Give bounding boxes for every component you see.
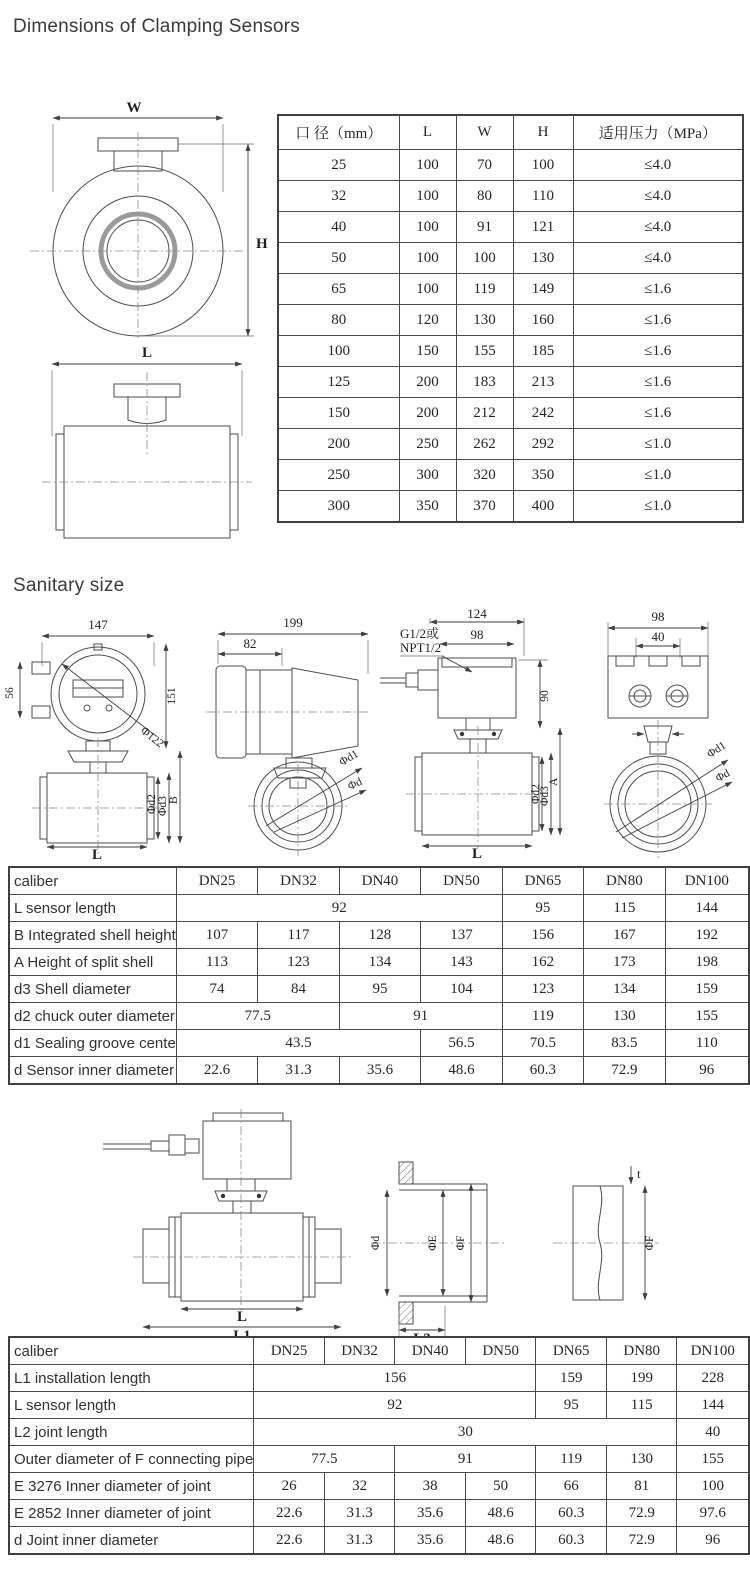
clamping-front-view-drawing bbox=[2, 88, 272, 338]
value-cell: ≤1.6 bbox=[573, 398, 743, 429]
header-cell: DN50 bbox=[465, 1337, 536, 1365]
header-cell: H bbox=[513, 115, 573, 150]
value-cell: 60.3 bbox=[536, 1500, 607, 1527]
thread-label: G1/2或 bbox=[400, 626, 440, 641]
value-cell: 43.5 bbox=[176, 1030, 420, 1057]
value-cell: 104 bbox=[421, 976, 502, 1003]
dim-label: 98 bbox=[470, 627, 484, 642]
row-label-cell: d1 Sealing groove cente bbox=[9, 1030, 176, 1057]
dim-label: ΦE bbox=[427, 1235, 439, 1251]
joint-sensor-drawing bbox=[85, 1105, 355, 1343]
sanitary-section-title: Sanitary size bbox=[13, 575, 125, 596]
value-cell: 100 bbox=[399, 274, 456, 305]
value-cell: 198 bbox=[665, 949, 749, 976]
header-cell: caliber bbox=[9, 867, 176, 895]
header-cell: DN32 bbox=[324, 1337, 395, 1365]
header-cell: DN40 bbox=[339, 867, 420, 895]
value-cell: 77.5 bbox=[254, 1446, 395, 1473]
header-cell: DN100 bbox=[677, 1337, 749, 1365]
row-label-cell: L1 installation length bbox=[9, 1365, 254, 1392]
value-cell: 50 bbox=[465, 1473, 536, 1500]
value-cell: 66 bbox=[536, 1473, 607, 1500]
table-row bbox=[9, 922, 749, 949]
value-cell: 213 bbox=[513, 367, 573, 398]
value-cell: 120 bbox=[399, 305, 456, 336]
value-cell: 242 bbox=[513, 398, 573, 429]
dim-label: B bbox=[168, 796, 180, 804]
value-cell: 50 bbox=[278, 243, 399, 274]
row-label-cell: L sensor length bbox=[9, 895, 176, 922]
header-cell: caliber bbox=[9, 1337, 254, 1365]
value-cell: 162 bbox=[502, 949, 583, 976]
value-cell: 250 bbox=[278, 460, 399, 491]
dim-label: Φd bbox=[346, 775, 365, 793]
table-row bbox=[9, 1527, 749, 1555]
value-cell: 149 bbox=[513, 274, 573, 305]
dim-label: t bbox=[637, 1166, 641, 1181]
value-cell: 83.5 bbox=[584, 1030, 665, 1057]
row-label-cell: d Sensor inner diameter bbox=[9, 1057, 176, 1085]
value-cell: 100 bbox=[278, 336, 399, 367]
value-cell: 74 bbox=[176, 976, 257, 1003]
header-cell: DN25 bbox=[254, 1337, 325, 1365]
table-row bbox=[9, 1419, 749, 1446]
value-cell: 119 bbox=[456, 274, 513, 305]
value-cell: 30 bbox=[254, 1419, 677, 1446]
value-cell: ≤1.0 bbox=[573, 429, 743, 460]
joint-section-drawing bbox=[365, 1152, 515, 1344]
dim-label: 147 bbox=[88, 617, 108, 632]
value-cell: 400 bbox=[513, 491, 573, 523]
header-cell: DN65 bbox=[502, 867, 583, 895]
row-label-cell: E 3276 Inner diameter of joint bbox=[9, 1473, 254, 1500]
header-cell: DN32 bbox=[258, 867, 339, 895]
dim-label: Φd3 bbox=[539, 786, 551, 806]
table-row bbox=[9, 1057, 749, 1085]
value-cell: ≤1.6 bbox=[573, 367, 743, 398]
value-cell: 292 bbox=[513, 429, 573, 460]
value-cell: 159 bbox=[665, 976, 749, 1003]
value-cell: 26 bbox=[254, 1473, 325, 1500]
value-cell: 130 bbox=[513, 243, 573, 274]
value-cell: 155 bbox=[456, 336, 513, 367]
value-cell: 160 bbox=[513, 305, 573, 336]
value-cell: 130 bbox=[606, 1446, 677, 1473]
table-row bbox=[9, 1003, 749, 1030]
dim-label: L bbox=[91, 847, 103, 863]
value-cell: 173 bbox=[584, 949, 665, 976]
table-header-row bbox=[9, 867, 749, 895]
value-cell: 81 bbox=[606, 1473, 677, 1500]
table-row bbox=[9, 1392, 749, 1419]
row-label-cell: d Joint inner diameter bbox=[9, 1527, 254, 1555]
value-cell: 300 bbox=[399, 460, 456, 491]
sanitary-split-front-drawing bbox=[556, 608, 746, 860]
dim-label: Φd3 bbox=[157, 796, 169, 816]
dim-label: 82 bbox=[243, 636, 257, 651]
value-cell: 107 bbox=[176, 922, 257, 949]
value-cell: ≤1.6 bbox=[573, 336, 743, 367]
value-cell: 100 bbox=[399, 181, 456, 212]
value-cell: 100 bbox=[513, 150, 573, 181]
value-cell: 80 bbox=[456, 181, 513, 212]
dim-label: 199 bbox=[283, 615, 303, 630]
value-cell: ≤1.0 bbox=[573, 491, 743, 523]
value-cell: 100 bbox=[677, 1473, 749, 1500]
value-cell: ≤1.0 bbox=[573, 460, 743, 491]
value-cell: 25 bbox=[278, 150, 399, 181]
value-cell: 84 bbox=[258, 976, 339, 1003]
value-cell: 40 bbox=[677, 1419, 749, 1446]
header-cell: DN65 bbox=[536, 1337, 607, 1365]
table-row bbox=[9, 1473, 749, 1500]
value-cell: 72.9 bbox=[606, 1500, 677, 1527]
table-header-row bbox=[278, 115, 743, 150]
value-cell: 95 bbox=[502, 895, 583, 922]
dim-label: Φd1 bbox=[705, 739, 729, 761]
header-cell: W bbox=[456, 115, 513, 150]
value-cell: 137 bbox=[421, 922, 502, 949]
value-cell: 35.6 bbox=[339, 1057, 420, 1085]
table-row bbox=[278, 274, 743, 305]
value-cell: 95 bbox=[339, 976, 420, 1003]
value-cell: 92 bbox=[176, 895, 502, 922]
dim-label: Φd2 bbox=[146, 794, 158, 814]
header-cell: 口 径（mm） bbox=[278, 115, 399, 150]
sanitary-size-table bbox=[8, 866, 750, 1085]
dim-label: ΦF bbox=[644, 1235, 656, 1251]
header-cell: DN25 bbox=[176, 867, 257, 895]
dim-label: 90 bbox=[539, 690, 551, 702]
value-cell: 32 bbox=[324, 1473, 395, 1500]
value-cell: 48.6 bbox=[465, 1527, 536, 1555]
value-cell: 150 bbox=[399, 336, 456, 367]
value-cell: ≤4.0 bbox=[573, 212, 743, 243]
sanitary-split-side-drawing bbox=[372, 608, 562, 860]
value-cell: 144 bbox=[665, 895, 749, 922]
value-cell: 200 bbox=[278, 429, 399, 460]
value-cell: 119 bbox=[536, 1446, 607, 1473]
value-cell: 183 bbox=[456, 367, 513, 398]
value-cell: 48.6 bbox=[421, 1057, 502, 1085]
value-cell: 40 bbox=[278, 212, 399, 243]
table-row bbox=[9, 976, 749, 1003]
value-cell: 92 bbox=[254, 1392, 536, 1419]
table-row bbox=[9, 1365, 749, 1392]
value-cell: 167 bbox=[584, 922, 665, 949]
joint-pipe-drawing bbox=[545, 1158, 665, 1333]
value-cell: 65 bbox=[278, 274, 399, 305]
value-cell: 128 bbox=[339, 922, 420, 949]
value-cell: 31.3 bbox=[324, 1500, 395, 1527]
value-cell: 100 bbox=[399, 212, 456, 243]
row-label-cell: d2 chuck outer diameter bbox=[9, 1003, 176, 1030]
value-cell: 48.6 bbox=[465, 1500, 536, 1527]
value-cell: 130 bbox=[456, 305, 513, 336]
value-cell: 95 bbox=[536, 1392, 607, 1419]
sanitary-integrated-side-drawing bbox=[190, 608, 380, 860]
header-cell: DN80 bbox=[606, 1337, 677, 1365]
table-row bbox=[278, 150, 743, 181]
clamping-dimensions-table bbox=[277, 114, 744, 523]
joint-dimensions-table bbox=[8, 1336, 750, 1555]
table-row bbox=[278, 367, 743, 398]
value-cell: 228 bbox=[677, 1365, 749, 1392]
value-cell: 185 bbox=[513, 336, 573, 367]
table-row bbox=[9, 895, 749, 922]
value-cell: ≤1.6 bbox=[573, 305, 743, 336]
value-cell: 31.3 bbox=[258, 1057, 339, 1085]
row-label-cell: L2 joint length bbox=[9, 1419, 254, 1446]
dim-label: Φd2 bbox=[530, 784, 542, 804]
value-cell: 80 bbox=[278, 305, 399, 336]
dim-label: 98 bbox=[651, 609, 665, 624]
value-cell: 91 bbox=[395, 1446, 536, 1473]
thread-label: NPT1/2 bbox=[400, 640, 442, 655]
dim-label: ΦF bbox=[455, 1235, 467, 1251]
dim-label: 56 bbox=[4, 687, 16, 699]
value-cell: 22.6 bbox=[176, 1057, 257, 1085]
value-cell: 97.6 bbox=[677, 1500, 749, 1527]
value-cell: ≤4.0 bbox=[573, 181, 743, 212]
value-cell: 60.3 bbox=[502, 1057, 583, 1085]
table-header-row bbox=[9, 1337, 749, 1365]
value-cell: 250 bbox=[399, 429, 456, 460]
value-cell: 113 bbox=[176, 949, 257, 976]
dim-label: 124 bbox=[467, 606, 487, 621]
value-cell: 350 bbox=[513, 460, 573, 491]
value-cell: 143 bbox=[421, 949, 502, 976]
value-cell: 96 bbox=[677, 1527, 749, 1555]
value-cell: 123 bbox=[258, 949, 339, 976]
value-cell: 117 bbox=[258, 922, 339, 949]
value-cell: 199 bbox=[606, 1365, 677, 1392]
table-row bbox=[9, 1446, 749, 1473]
value-cell: 200 bbox=[399, 398, 456, 429]
header-cell: DN80 bbox=[584, 867, 665, 895]
value-cell: 130 bbox=[584, 1003, 665, 1030]
table-row bbox=[278, 491, 743, 523]
dim-label: A bbox=[548, 777, 560, 786]
table-row bbox=[278, 243, 743, 274]
value-cell: 156 bbox=[502, 922, 583, 949]
row-label-cell: B Integrated shell height bbox=[9, 922, 176, 949]
value-cell: 150 bbox=[278, 398, 399, 429]
dim-label-l: L bbox=[141, 345, 153, 361]
value-cell: ≤4.0 bbox=[573, 243, 743, 274]
header-cell: DN50 bbox=[421, 867, 502, 895]
table-row bbox=[278, 429, 743, 460]
value-cell: 119 bbox=[502, 1003, 583, 1030]
dim-label: Φd1 bbox=[337, 748, 361, 769]
value-cell: 96 bbox=[665, 1057, 749, 1085]
value-cell: 91 bbox=[456, 212, 513, 243]
value-cell: 115 bbox=[606, 1392, 677, 1419]
row-label-cell: L sensor length bbox=[9, 1392, 254, 1419]
table-row bbox=[278, 460, 743, 491]
value-cell: 31.3 bbox=[324, 1527, 395, 1555]
table-row bbox=[9, 1500, 749, 1527]
clamping-side-view-drawing bbox=[2, 336, 272, 554]
value-cell: 60.3 bbox=[536, 1527, 607, 1555]
row-label-cell: Outer diameter of F connecting pipe bbox=[9, 1446, 254, 1473]
value-cell: 32 bbox=[278, 181, 399, 212]
header-cell: L bbox=[399, 115, 456, 150]
value-cell: 121 bbox=[513, 212, 573, 243]
table-row bbox=[278, 212, 743, 243]
value-cell: 110 bbox=[665, 1030, 749, 1057]
value-cell: 72.9 bbox=[584, 1057, 665, 1085]
table-row bbox=[278, 398, 743, 429]
value-cell: 370 bbox=[456, 491, 513, 523]
dim-label: Φ122 bbox=[138, 724, 166, 751]
value-cell: ≤1.6 bbox=[573, 274, 743, 305]
value-cell: 100 bbox=[456, 243, 513, 274]
value-cell: 22.6 bbox=[254, 1500, 325, 1527]
row-label-cell: d3 Shell diameter bbox=[9, 976, 176, 1003]
header-cell: DN40 bbox=[395, 1337, 466, 1365]
table-row bbox=[278, 305, 743, 336]
value-cell: 22.6 bbox=[254, 1527, 325, 1555]
table-row bbox=[278, 181, 743, 212]
value-cell: 192 bbox=[665, 922, 749, 949]
dim-label-w: W bbox=[126, 100, 142, 116]
dim-label: Φd bbox=[713, 767, 732, 785]
value-cell: 70 bbox=[456, 150, 513, 181]
value-cell: 159 bbox=[536, 1365, 607, 1392]
value-cell: 300 bbox=[278, 491, 399, 523]
value-cell: 125 bbox=[278, 367, 399, 398]
value-cell: 70.5 bbox=[502, 1030, 583, 1057]
row-label-cell: E 2852 Inner diameter of joint bbox=[9, 1500, 254, 1527]
value-cell: 134 bbox=[339, 949, 420, 976]
value-cell: 38 bbox=[395, 1473, 466, 1500]
table-row bbox=[9, 1030, 749, 1057]
value-cell: 212 bbox=[456, 398, 513, 429]
value-cell: 56.5 bbox=[421, 1030, 502, 1057]
value-cell: 262 bbox=[456, 429, 513, 460]
value-cell: 91 bbox=[339, 1003, 502, 1030]
dim-label: 40 bbox=[651, 629, 665, 644]
table-row bbox=[278, 336, 743, 367]
value-cell: 100 bbox=[399, 243, 456, 274]
value-cell: 115 bbox=[584, 895, 665, 922]
table-row bbox=[9, 949, 749, 976]
dim-label: L bbox=[471, 846, 483, 862]
value-cell: 350 bbox=[399, 491, 456, 523]
value-cell: 320 bbox=[456, 460, 513, 491]
dim-label: Φd bbox=[370, 1235, 382, 1251]
page-title: Dimensions of Clamping Sensors bbox=[13, 16, 300, 37]
dim-label-h: H bbox=[256, 236, 268, 252]
value-cell: 156 bbox=[254, 1365, 536, 1392]
value-cell: 134 bbox=[584, 976, 665, 1003]
value-cell: 72.9 bbox=[606, 1527, 677, 1555]
value-cell: 123 bbox=[502, 976, 583, 1003]
sanitary-integrated-front-drawing bbox=[4, 608, 189, 863]
value-cell: 200 bbox=[399, 367, 456, 398]
value-cell: ≤4.0 bbox=[573, 150, 743, 181]
value-cell: 35.6 bbox=[395, 1527, 466, 1555]
value-cell: 77.5 bbox=[176, 1003, 339, 1030]
value-cell: 155 bbox=[665, 1003, 749, 1030]
value-cell: 144 bbox=[677, 1392, 749, 1419]
value-cell: 110 bbox=[513, 181, 573, 212]
row-label-cell: A Height of split shell bbox=[9, 949, 176, 976]
dim-label: 151 bbox=[166, 687, 178, 705]
header-cell: 适用压力（MPa） bbox=[573, 115, 743, 150]
value-cell: 100 bbox=[399, 150, 456, 181]
value-cell: 155 bbox=[677, 1446, 749, 1473]
dim-label: L bbox=[236, 1309, 248, 1325]
header-cell: DN100 bbox=[665, 867, 749, 895]
value-cell: 35.6 bbox=[395, 1500, 466, 1527]
